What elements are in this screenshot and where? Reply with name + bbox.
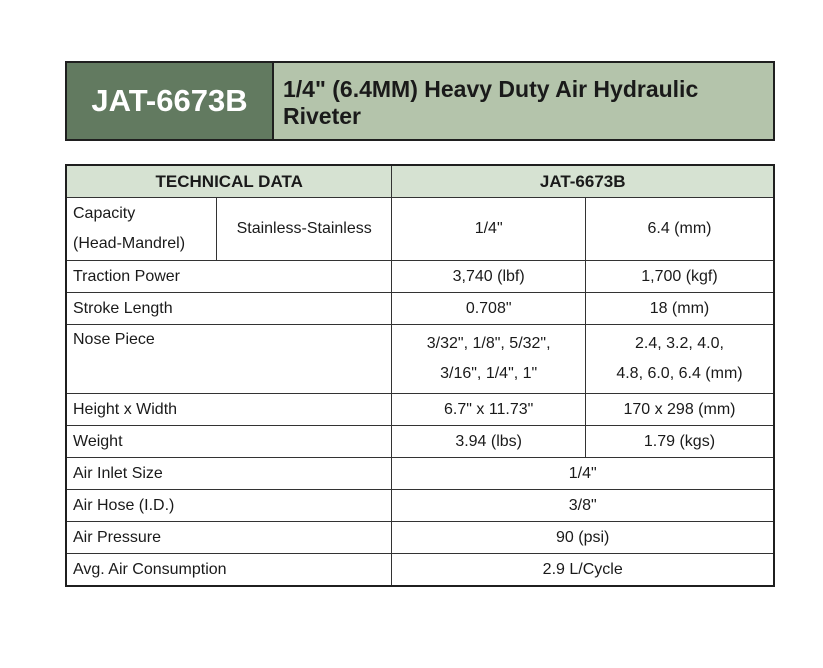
- table-row-hose: [66, 490, 774, 522]
- table-header-row: [66, 165, 774, 198]
- traction-label: Traction Power: [66, 261, 392, 293]
- stroke-metric: 18 (mm): [585, 293, 774, 325]
- capacity-label: [66, 198, 216, 261]
- size-label: Height x Width: [66, 394, 392, 426]
- technical-data-table: [65, 164, 775, 587]
- model-column-heading: JAT-6673B: [392, 165, 774, 198]
- technical-data-heading: TECHNICAL DATA: [66, 165, 392, 198]
- product-header: [65, 61, 775, 141]
- table-row-inlet: [66, 458, 774, 490]
- capacity-metric: 6.4 (mm): [585, 198, 774, 261]
- weight-metric: 1.79 (kgs): [585, 426, 774, 458]
- product-title-line-1: 1/4" (6.4MM) Heavy Duty Air Hydraulic: [283, 76, 699, 102]
- table-row-nose-piece: [66, 325, 774, 394]
- capacity-imperial: 1/4": [392, 198, 586, 261]
- table-row-consumption: [66, 554, 774, 587]
- hose-value: 3/8": [392, 490, 774, 522]
- hose-label: Air Hose (I.D.): [66, 490, 392, 522]
- traction-metric: 1,700 (kgf): [585, 261, 774, 293]
- weight-imperial: 3.94 (lbs): [392, 426, 586, 458]
- capacity-label-line-1: Capacity: [73, 205, 136, 222]
- table-row-capacity: [66, 198, 774, 261]
- size-metric: 170 x 298 (mm): [585, 394, 774, 426]
- product-title-line-2: Riveter: [283, 103, 361, 129]
- inlet-label: Air Inlet Size: [66, 458, 392, 490]
- nose-label: Nose Piece: [66, 325, 392, 394]
- weight-label: Weight: [66, 426, 392, 458]
- consumption-label: Avg. Air Consumption: [66, 554, 392, 587]
- consumption-value: 2.9 L/Cycle: [392, 554, 774, 587]
- nose-metric: [585, 325, 774, 394]
- table-row-size: [66, 394, 774, 426]
- size-imperial: 6.7" x 11.73": [392, 394, 586, 426]
- table-row-pressure: [66, 522, 774, 554]
- inlet-value: 1/4": [392, 458, 774, 490]
- pressure-label: Air Pressure: [66, 522, 392, 554]
- nose-imperial-line-1: 3/32", 1/8", 5/32",: [426, 335, 551, 352]
- capacity-material: Stainless-Stainless: [216, 198, 391, 261]
- stroke-imperial: 0.708": [392, 293, 586, 325]
- product-title: [274, 63, 773, 139]
- model-number: JAT-6673B: [67, 63, 274, 139]
- nose-metric-line-2: 4.8, 6.0, 6.4 (mm): [616, 365, 743, 382]
- capacity-label-line-2: (Head-Mandrel): [73, 235, 186, 252]
- stroke-label: Stroke Length: [66, 293, 392, 325]
- nose-metric-line-1: 2.4, 3.2, 4.0,: [634, 335, 724, 352]
- nose-imperial: [392, 325, 586, 394]
- table-row-traction: [66, 261, 774, 293]
- table-row-weight: [66, 426, 774, 458]
- nose-imperial-line-2: 3/16", 1/4", 1": [440, 365, 538, 382]
- pressure-value: 90 (psi): [392, 522, 774, 554]
- table-row-stroke: [66, 293, 774, 325]
- traction-imperial: 3,740 (lbf): [392, 261, 586, 293]
